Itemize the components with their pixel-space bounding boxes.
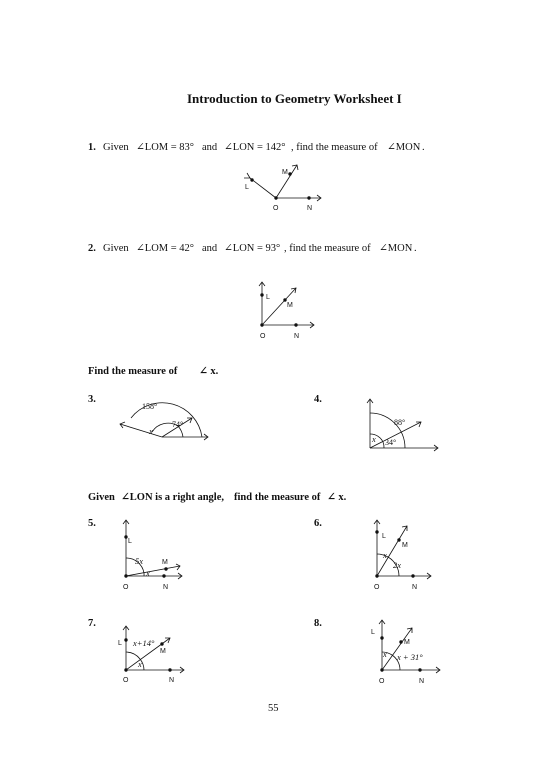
problem-4-number: 4. <box>314 394 322 405</box>
figure-4 <box>360 394 450 454</box>
section-right-angle-ask: find the measure of <box>234 492 321 503</box>
fig8-label-n: N <box>419 678 425 685</box>
fig6-label-l: L <box>382 533 386 540</box>
problem-5-number: 5. <box>88 518 96 529</box>
fig6-label-n: N <box>412 584 418 591</box>
fig4-var-x: x <box>372 434 376 444</box>
page-title: Introduction to Geometry Worksheet I <box>187 91 402 106</box>
problem-1-angle-b: ∠LON = 142° <box>224 142 286 153</box>
problem-1-and: and <box>202 142 218 153</box>
problem-8-number: 8. <box>314 618 322 629</box>
problem-2-number: 2. <box>88 243 96 254</box>
fig5-label-l: L <box>128 538 132 545</box>
fig1-label-l: L <box>245 184 249 191</box>
section-right-angle-symbol: ∠ x. <box>327 492 347 503</box>
fig2-label-m: M <box>287 302 293 309</box>
fig3-angle-158: 158° <box>142 402 158 411</box>
figure-5 <box>114 516 194 596</box>
fig1-label-n: N <box>307 205 313 212</box>
figure-8 <box>370 616 460 691</box>
page-number: 55 <box>268 703 279 714</box>
section-right-angle-statement: ∠LON is a right angle, <box>121 492 225 503</box>
fig2-label-n: N <box>294 333 300 340</box>
figure-2 <box>252 278 322 348</box>
fig7-label-l: L <box>118 640 122 647</box>
fig5-expr-bottom: x <box>146 568 150 578</box>
fig8-expr-bottom: x + 31° <box>397 652 423 662</box>
fig1-label-m: M <box>282 169 288 176</box>
problem-1-ask: , find the measure of <box>291 142 378 153</box>
fig2-label-l: L <box>266 294 270 301</box>
problem-1-target: ∠MON <box>387 142 421 153</box>
fig1-label-o: O <box>273 205 279 212</box>
figure-3 <box>112 396 212 446</box>
problem-7-number: 7. <box>88 618 96 629</box>
fig5-expr-top: 5x <box>135 556 144 566</box>
problem-2-and: and <box>202 243 218 254</box>
problem-1-angle-a: ∠LOM = 83° <box>136 142 195 153</box>
fig8-label-o: O <box>379 678 385 685</box>
fig5-label-o: O <box>123 584 129 591</box>
fig2-label-o: O <box>260 333 266 340</box>
fig8-label-l: L <box>371 629 375 636</box>
problem-1-end: . <box>422 142 425 153</box>
fig5-label-n: N <box>163 584 169 591</box>
fig4-angle-88: 88° <box>394 418 406 427</box>
problem-2-given: Given <box>103 243 129 254</box>
fig6-expr-top: x <box>383 550 387 560</box>
fig4-angle-34: 34° <box>385 438 397 447</box>
fig3-angle-74: 74° <box>172 420 184 429</box>
problem-1-number: 1. <box>88 142 96 153</box>
problem-6-number: 6. <box>314 518 322 529</box>
problem-2-target: ∠MON <box>379 243 413 254</box>
section-right-angle-given: Given <box>88 492 115 503</box>
figure-7 <box>114 620 204 690</box>
fig7-label-o: O <box>123 677 129 684</box>
fig6-label-o: O <box>374 584 380 591</box>
problem-2-angle-a: ∠LOM = 42° <box>136 243 195 254</box>
problem-2-ask: , find the measure of <box>284 243 371 254</box>
fig3-var-x: x <box>149 426 153 436</box>
section-find-heading: Find the measure of <box>88 366 178 377</box>
fig7-expr-bottom: x <box>138 659 142 669</box>
figure-1 <box>235 160 325 220</box>
fig6-label-m: M <box>402 542 408 549</box>
fig6-expr-bottom: 2x <box>393 560 402 570</box>
fig7-label-n: N <box>169 677 175 684</box>
problem-1-given: Given <box>103 142 129 153</box>
figure-6 <box>365 516 435 596</box>
problem-2-end: . <box>414 243 417 254</box>
problem-3-number: 3. <box>88 394 96 405</box>
fig8-label-m: M <box>404 639 410 646</box>
fig7-label-m: M <box>160 648 166 655</box>
fig8-expr-top: x <box>383 649 387 659</box>
fig5-label-m: M <box>162 559 168 566</box>
section-find-symbol: ∠ x. <box>199 366 219 377</box>
fig7-expr-top: x+14° <box>133 638 155 648</box>
problem-2-angle-b: ∠LON = 93° <box>224 243 281 254</box>
